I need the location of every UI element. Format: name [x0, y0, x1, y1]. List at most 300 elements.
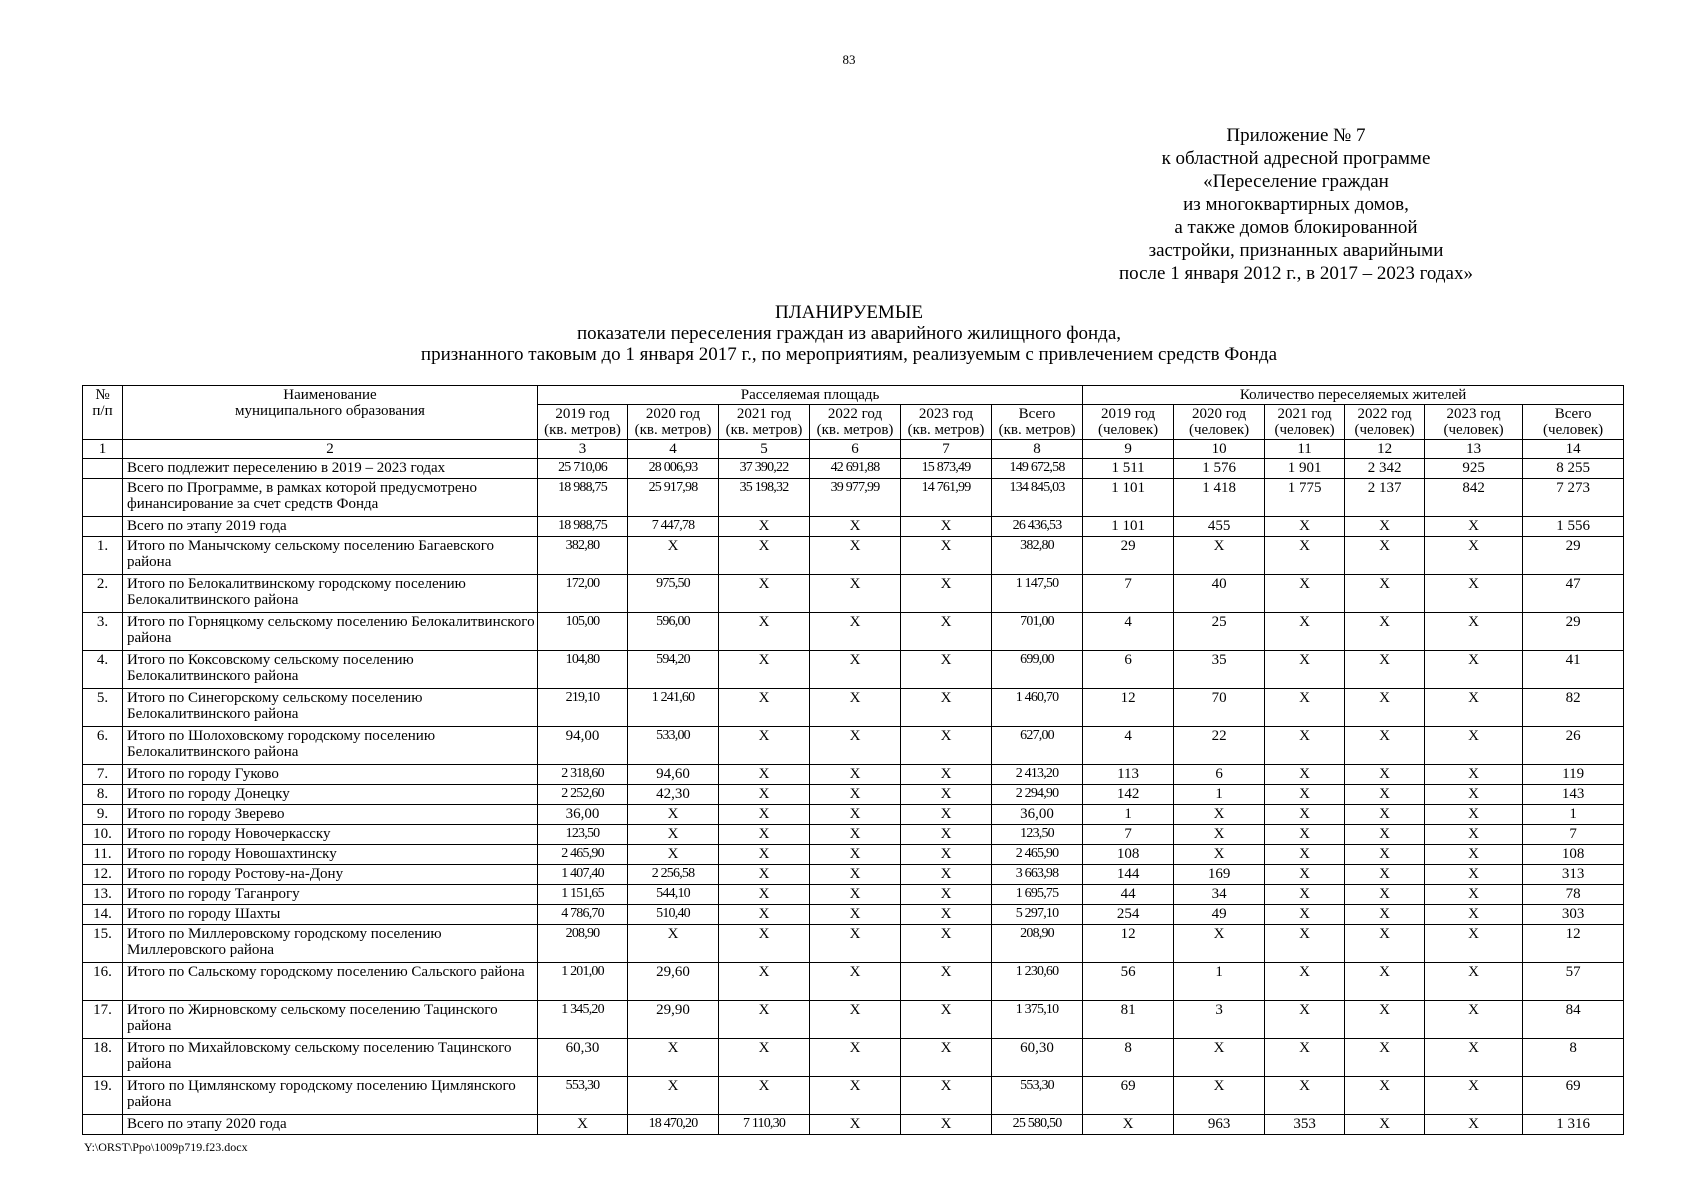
people-value-cell: X [1345, 785, 1425, 805]
document-title [0, 302, 1698, 365]
table-row [83, 1039, 1624, 1077]
area-value-cell: X [719, 805, 810, 825]
area-value-cell: X [810, 517, 901, 537]
people-value-cell: 455 [1174, 517, 1265, 537]
area-value-cell: 14 761,99 [901, 479, 992, 517]
header-people-col [1523, 405, 1624, 440]
header-people-col [1345, 405, 1425, 440]
people-value-cell: X [1265, 613, 1345, 651]
people-value-cell: 108 [1523, 845, 1624, 865]
people-value-cell: 84 [1523, 1001, 1624, 1039]
header-people-col [1265, 405, 1345, 440]
area-value-cell: X [810, 727, 901, 765]
people-value-cell: X [1425, 905, 1523, 925]
people-value-cell: 44 [1083, 885, 1174, 905]
table-row [83, 727, 1624, 765]
people-value-cell: 1 [1174, 785, 1265, 805]
municipality-name-cell: Всего подлежит переселению в 2019 – 2023 годах [123, 459, 538, 479]
people-value-cell: X [1345, 1077, 1425, 1115]
area-value-cell: X [810, 613, 901, 651]
header-col-year: 2022 год [827, 406, 883, 422]
header-col-year: 2023 год [1446, 406, 1501, 422]
table-row [83, 575, 1624, 613]
table-row [83, 805, 1624, 825]
people-value-cell: X [1425, 1115, 1523, 1135]
people-value-cell: 925 [1425, 459, 1523, 479]
table-row [83, 765, 1624, 785]
row-number-cell: 9. [83, 805, 123, 825]
area-value-cell: X [901, 963, 992, 1001]
municipality-name-cell: Итого по Михайловскому сельскому поселению Тацинского района [123, 1039, 538, 1077]
people-value-cell: X [1345, 865, 1425, 885]
people-value-cell: 22 [1174, 727, 1265, 765]
municipality-name-cell: Итого по Манычскому сельскому поселению Багаевского района [123, 537, 538, 575]
table-row [83, 825, 1624, 845]
area-value-cell: 627,00 [992, 727, 1083, 765]
header-name-line1: Наименование [283, 387, 377, 403]
people-value-cell: 69 [1523, 1077, 1624, 1115]
area-value-cell: X [810, 651, 901, 689]
header-col-unit: (человек) [1274, 422, 1335, 438]
area-value-cell: X [810, 689, 901, 727]
header-col-unit: (человек) [1189, 422, 1250, 438]
people-value-cell: X [1265, 885, 1345, 905]
people-value-cell: 26 [1523, 727, 1624, 765]
area-value-cell: X [901, 805, 992, 825]
table-row [83, 845, 1624, 865]
table-body [83, 459, 1624, 1135]
area-value-cell: X [810, 1039, 901, 1077]
table-row [83, 689, 1624, 727]
header-col-unit: (кв. метров) [816, 422, 894, 438]
page-number: 83 [842, 52, 856, 67]
area-value-cell: 2 256,58 [628, 865, 719, 885]
people-value-cell: X [1174, 825, 1265, 845]
table-header [83, 386, 1624, 459]
table-row [83, 885, 1624, 905]
area-value-cell: X [719, 925, 810, 963]
area-value-cell: 2 413,20 [992, 765, 1083, 785]
row-number-cell: 14. [83, 905, 123, 925]
area-value-cell: 37 390,22 [719, 459, 810, 479]
people-value-cell: 34 [1174, 885, 1265, 905]
column-number-cell: 8 [992, 440, 1083, 459]
table-row [83, 613, 1624, 651]
people-value-cell: 78 [1523, 885, 1624, 905]
people-value-cell: 1 901 [1265, 459, 1345, 479]
people-value-cell: 4 [1083, 727, 1174, 765]
header-col-unit: (кв. метров) [907, 422, 985, 438]
table-row [83, 651, 1624, 689]
people-value-cell: 4 [1083, 613, 1174, 651]
header-num-cell [83, 386, 123, 440]
area-value-cell: X [810, 885, 901, 905]
area-value-cell: 123,50 [538, 825, 628, 845]
people-value-cell: 29 [1523, 537, 1624, 575]
area-value-cell: 123,50 [992, 825, 1083, 845]
people-value-cell: X [1425, 865, 1523, 885]
header-col-year: 2019 год [555, 406, 610, 422]
row-number-cell [83, 517, 123, 537]
municipality-name-cell: Итого по городу Новошахтинску [123, 845, 538, 865]
row-number-cell: 1. [83, 537, 123, 575]
area-value-cell: X [810, 825, 901, 845]
people-value-cell: 29 [1083, 537, 1174, 575]
area-value-cell: 382,80 [538, 537, 628, 575]
people-value-cell: X [1265, 1039, 1345, 1077]
table-row [83, 925, 1624, 963]
row-number-cell: 8. [83, 785, 123, 805]
municipality-name-cell: Итого по Цимлянскому городскому поселению Цимлянского района [123, 1077, 538, 1115]
people-value-cell: 69 [1083, 1077, 1174, 1115]
people-value-cell: 6 [1083, 651, 1174, 689]
area-value-cell: X [901, 1001, 992, 1039]
people-value-cell: X [1265, 651, 1345, 689]
municipality-name-cell: Всего по этапу 2019 года [123, 517, 538, 537]
area-value-cell: 7 110,30 [719, 1115, 810, 1135]
people-value-cell: 8 [1083, 1039, 1174, 1077]
title-line: показатели переселения граждан из аварийного жилищного фонда, [576, 323, 1122, 344]
area-value-cell: 1 230,60 [992, 963, 1083, 1001]
header-col-unit: (человек) [1354, 422, 1415, 438]
municipality-name-cell: Всего по Программе, в рамках которой предусмотрено финансирование за счет средств Фонда [123, 479, 538, 517]
people-value-cell: X [1345, 537, 1425, 575]
area-value-cell: X [719, 1077, 810, 1115]
row-number-cell: 17. [83, 1001, 123, 1039]
area-value-cell: X [901, 785, 992, 805]
area-value-cell: X [901, 885, 992, 905]
area-value-cell: 382,80 [992, 537, 1083, 575]
people-value-cell: 57 [1523, 963, 1624, 1001]
people-value-cell: X [1345, 905, 1425, 925]
column-number-cell: 5 [719, 440, 810, 459]
people-value-cell: X [1265, 727, 1345, 765]
people-value-cell: X [1425, 765, 1523, 785]
area-value-cell: 29,60 [628, 963, 719, 1001]
people-value-cell: X [1345, 727, 1425, 765]
municipality-name-cell: Итого по Миллеровскому городскому поселению Миллеровского района [123, 925, 538, 963]
column-number-cell: 14 [1523, 440, 1624, 459]
people-value-cell: X [1345, 517, 1425, 537]
area-value-cell: X [810, 785, 901, 805]
municipality-name-cell: Итого по городу Гуково [123, 765, 538, 785]
header-people-col [1425, 405, 1523, 440]
area-value-cell: 105,00 [538, 613, 628, 651]
area-value-cell: 15 873,49 [901, 459, 992, 479]
header-area-col [628, 405, 719, 440]
people-value-cell: 313 [1523, 865, 1624, 885]
people-value-cell: 49 [1174, 905, 1265, 925]
area-value-cell: 2 465,90 [992, 845, 1083, 865]
people-value-cell: X [1425, 963, 1523, 1001]
people-value-cell: X [1265, 925, 1345, 963]
people-value-cell: 119 [1523, 765, 1624, 785]
people-value-cell: 1 418 [1174, 479, 1265, 517]
municipality-name-cell: Итого по Белокалитвинскому городскому поселению Белокалитвинского района [123, 575, 538, 613]
area-value-cell: X [901, 765, 992, 785]
people-value-cell: X [1345, 925, 1425, 963]
area-value-cell: 1 151,65 [538, 885, 628, 905]
municipality-name-cell: Итого по Горняцкому сельскому поселению Белокалитвинского района [123, 613, 538, 651]
table-row [83, 905, 1624, 925]
row-number-cell: 12. [83, 865, 123, 885]
area-value-cell: 60,30 [992, 1039, 1083, 1077]
people-value-cell: 8 [1523, 1039, 1624, 1077]
municipality-name-cell: Итого по Сальскому городскому поселению Сальского района [123, 963, 538, 1001]
people-value-cell: 2 137 [1345, 479, 1425, 517]
header-col-unit: (человек) [1098, 422, 1159, 438]
column-number-cell: 4 [628, 440, 719, 459]
appendix-line: из многоквартирных домов, [1183, 194, 1409, 215]
area-value-cell: X [901, 727, 992, 765]
people-value-cell: 12 [1523, 925, 1624, 963]
row-number-cell: 13. [83, 885, 123, 905]
people-value-cell: X [1083, 1115, 1174, 1135]
area-value-cell: X [901, 905, 992, 925]
area-value-cell: X [901, 517, 992, 537]
area-value-cell: X [719, 1039, 810, 1077]
people-value-cell: X [1265, 805, 1345, 825]
people-value-cell: 82 [1523, 689, 1624, 727]
people-value-cell: X [1425, 575, 1523, 613]
people-value-cell: X [1345, 1001, 1425, 1039]
area-value-cell: 2 318,60 [538, 765, 628, 785]
area-value-cell: 975,50 [628, 575, 719, 613]
appendix-line: после 1 января 2012 г., в 2017 – 2023 годах» [1118, 263, 1473, 284]
people-value-cell: X [1265, 963, 1345, 1001]
people-value-cell: 143 [1523, 785, 1624, 805]
people-value-cell: 1 576 [1174, 459, 1265, 479]
area-value-cell: 594,20 [628, 651, 719, 689]
people-value-cell: 3 [1174, 1001, 1265, 1039]
people-value-cell: X [1425, 613, 1523, 651]
row-number-cell: 6. [83, 727, 123, 765]
people-value-cell: X [1425, 925, 1523, 963]
resettlement-table [82, 385, 1624, 1135]
people-value-cell: 6 [1174, 765, 1265, 785]
people-value-cell: X [1174, 537, 1265, 575]
area-value-cell: X [810, 537, 901, 575]
area-value-cell: 18 470,20 [628, 1115, 719, 1135]
table-row [83, 459, 1624, 479]
area-value-cell: 219,10 [538, 689, 628, 727]
header-people-group: Количество переселяемых жителей [1083, 386, 1624, 405]
area-value-cell: 25 917,98 [628, 479, 719, 517]
people-value-cell: X [1425, 727, 1523, 765]
area-value-cell: X [901, 825, 992, 845]
area-value-cell: 94,00 [538, 727, 628, 765]
row-number-cell [83, 479, 123, 517]
appendix-line: а также домов блокированной [1174, 217, 1418, 238]
area-value-cell: X [901, 613, 992, 651]
column-number-cell: 1 [83, 440, 123, 459]
people-value-cell: 963 [1174, 1115, 1265, 1135]
area-value-cell: X [719, 865, 810, 885]
people-value-cell: 70 [1174, 689, 1265, 727]
area-value-cell: 2 465,90 [538, 845, 628, 865]
people-value-cell: 108 [1083, 845, 1174, 865]
appendix-line: застройки, признанных аварийными [1148, 240, 1444, 261]
area-value-cell: X [810, 1115, 901, 1135]
area-value-cell: X [901, 1077, 992, 1115]
header-area-col [992, 405, 1083, 440]
area-value-cell: X [901, 537, 992, 575]
area-value-cell: X [628, 845, 719, 865]
header-name-line2: муниципального образования [235, 403, 425, 419]
area-value-cell: 1 345,20 [538, 1001, 628, 1039]
column-number-cell: 3 [538, 440, 628, 459]
header-area-col [719, 405, 810, 440]
people-value-cell: X [1345, 1039, 1425, 1077]
municipality-name-cell: Итого по городу Зверево [123, 805, 538, 825]
people-value-cell: 2 342 [1345, 459, 1425, 479]
area-value-cell: X [719, 885, 810, 905]
municipality-name-cell: Всего по этапу 2020 года [123, 1115, 538, 1135]
area-value-cell: 553,30 [538, 1077, 628, 1115]
area-value-cell: X [628, 1039, 719, 1077]
people-value-cell: X [1345, 825, 1425, 845]
column-number-cell: 12 [1345, 440, 1425, 459]
area-value-cell: 104,80 [538, 651, 628, 689]
area-value-cell: 596,00 [628, 613, 719, 651]
title-line: ПЛАНИРУЕМЫЕ [775, 302, 923, 323]
people-value-cell: X [1265, 575, 1345, 613]
area-value-cell: X [628, 825, 719, 845]
area-value-cell: 1 241,60 [628, 689, 719, 727]
area-value-cell: X [719, 517, 810, 537]
table-row [83, 537, 1624, 575]
people-value-cell: X [1345, 575, 1425, 613]
area-value-cell: 172,00 [538, 575, 628, 613]
area-value-cell: X [810, 845, 901, 865]
header-area-col [810, 405, 901, 440]
people-value-cell: 1 101 [1083, 479, 1174, 517]
area-value-cell: X [901, 865, 992, 885]
people-value-cell: X [1425, 651, 1523, 689]
area-value-cell: 149 672,58 [992, 459, 1083, 479]
title-line: признанного таковым до 1 января 2017 г., по мероприятиям, реализуемым с привлечением средств Фонда [420, 344, 1278, 365]
area-value-cell: X [810, 575, 901, 613]
people-value-cell: X [1174, 925, 1265, 963]
area-value-cell: 39 977,99 [810, 479, 901, 517]
area-value-cell: 26 436,53 [992, 517, 1083, 537]
area-value-cell: 1 407,40 [538, 865, 628, 885]
header-num-line1: № [95, 387, 110, 403]
area-value-cell: 1 375,10 [992, 1001, 1083, 1039]
area-value-cell: 699,00 [992, 651, 1083, 689]
row-number-cell [83, 1115, 123, 1135]
people-value-cell: 142 [1083, 785, 1174, 805]
area-value-cell: X [719, 905, 810, 925]
people-value-cell: X [1265, 1001, 1345, 1039]
header-column-numbers [83, 440, 1624, 459]
header-col-year: 2020 год [645, 406, 701, 422]
area-value-cell: X [628, 1077, 719, 1115]
people-value-cell: X [1345, 963, 1425, 1001]
people-value-cell: 144 [1083, 865, 1174, 885]
people-value-cell: X [1265, 865, 1345, 885]
area-value-cell: 4 786,70 [538, 905, 628, 925]
municipality-name-cell: Итого по городу Шахты [123, 905, 538, 925]
area-value-cell: 18 988,75 [538, 479, 628, 517]
people-value-cell: 7 [1523, 825, 1624, 845]
area-value-cell: 510,40 [628, 905, 719, 925]
area-value-cell: 208,90 [538, 925, 628, 963]
municipality-name-cell: Итого по городу Таганрогу [123, 885, 538, 905]
row-number-cell: 3. [83, 613, 123, 651]
people-value-cell: X [1265, 537, 1345, 575]
people-value-cell: 7 273 [1523, 479, 1624, 517]
people-value-cell: X [1425, 845, 1523, 865]
people-value-cell: X [1265, 785, 1345, 805]
row-number-cell: 2. [83, 575, 123, 613]
area-value-cell: 134 845,03 [992, 479, 1083, 517]
column-number-cell: 11 [1265, 440, 1345, 459]
people-value-cell: X [1425, 537, 1523, 575]
column-number-cell: 7 [901, 440, 992, 459]
area-value-cell: X [719, 575, 810, 613]
people-value-cell: X [1174, 805, 1265, 825]
appendix-line: к областной адресной программе [1161, 148, 1431, 169]
area-value-cell: X [628, 925, 719, 963]
people-value-cell: 1 [1083, 805, 1174, 825]
header-col-year: 2020 год [1191, 406, 1247, 422]
area-value-cell: X [810, 865, 901, 885]
area-value-cell: X [901, 925, 992, 963]
area-value-cell: 28 006,93 [628, 459, 719, 479]
table-row [83, 1001, 1624, 1039]
row-number-cell: 5. [83, 689, 123, 727]
table-row [83, 517, 1624, 537]
column-number-cell: 2 [123, 440, 538, 459]
row-number-cell: 4. [83, 651, 123, 689]
header-col-year: 2021 год [736, 406, 792, 422]
people-value-cell: 1 [1523, 805, 1624, 825]
table-row [83, 785, 1624, 805]
people-value-cell: 1 [1174, 963, 1265, 1001]
header-num-line2: п/п [92, 403, 113, 419]
people-value-cell: X [1425, 785, 1523, 805]
column-number-cell: 13 [1425, 440, 1523, 459]
area-value-cell: X [901, 689, 992, 727]
municipality-name-cell: Итого по городу Новочеркасску [123, 825, 538, 845]
area-value-cell: 42,30 [628, 785, 719, 805]
people-value-cell: X [1425, 1077, 1523, 1115]
people-value-cell: 842 [1425, 479, 1523, 517]
header-col-year: 2021 год [1277, 406, 1332, 422]
header-col-year: Всего [1018, 406, 1056, 422]
area-value-cell: X [628, 805, 719, 825]
column-number-cell: 10 [1174, 440, 1265, 459]
area-value-cell: X [810, 1001, 901, 1039]
people-value-cell: X [1425, 805, 1523, 825]
people-value-cell: X [1345, 805, 1425, 825]
area-value-cell: X [719, 537, 810, 575]
area-value-cell: X [719, 651, 810, 689]
people-value-cell: 7 [1083, 825, 1174, 845]
people-value-cell: X [1345, 689, 1425, 727]
people-value-cell: X [1265, 905, 1345, 925]
table-row [83, 963, 1624, 1001]
area-value-cell: 553,30 [992, 1077, 1083, 1115]
header-col-unit: (кв. метров) [544, 422, 621, 438]
area-value-cell: 1 460,70 [992, 689, 1083, 727]
area-value-cell: 533,00 [628, 727, 719, 765]
people-value-cell: 35 [1174, 651, 1265, 689]
header-col-unit: (кв. метров) [998, 422, 1076, 438]
people-value-cell: 1 101 [1083, 517, 1174, 537]
area-value-cell: X [810, 963, 901, 1001]
